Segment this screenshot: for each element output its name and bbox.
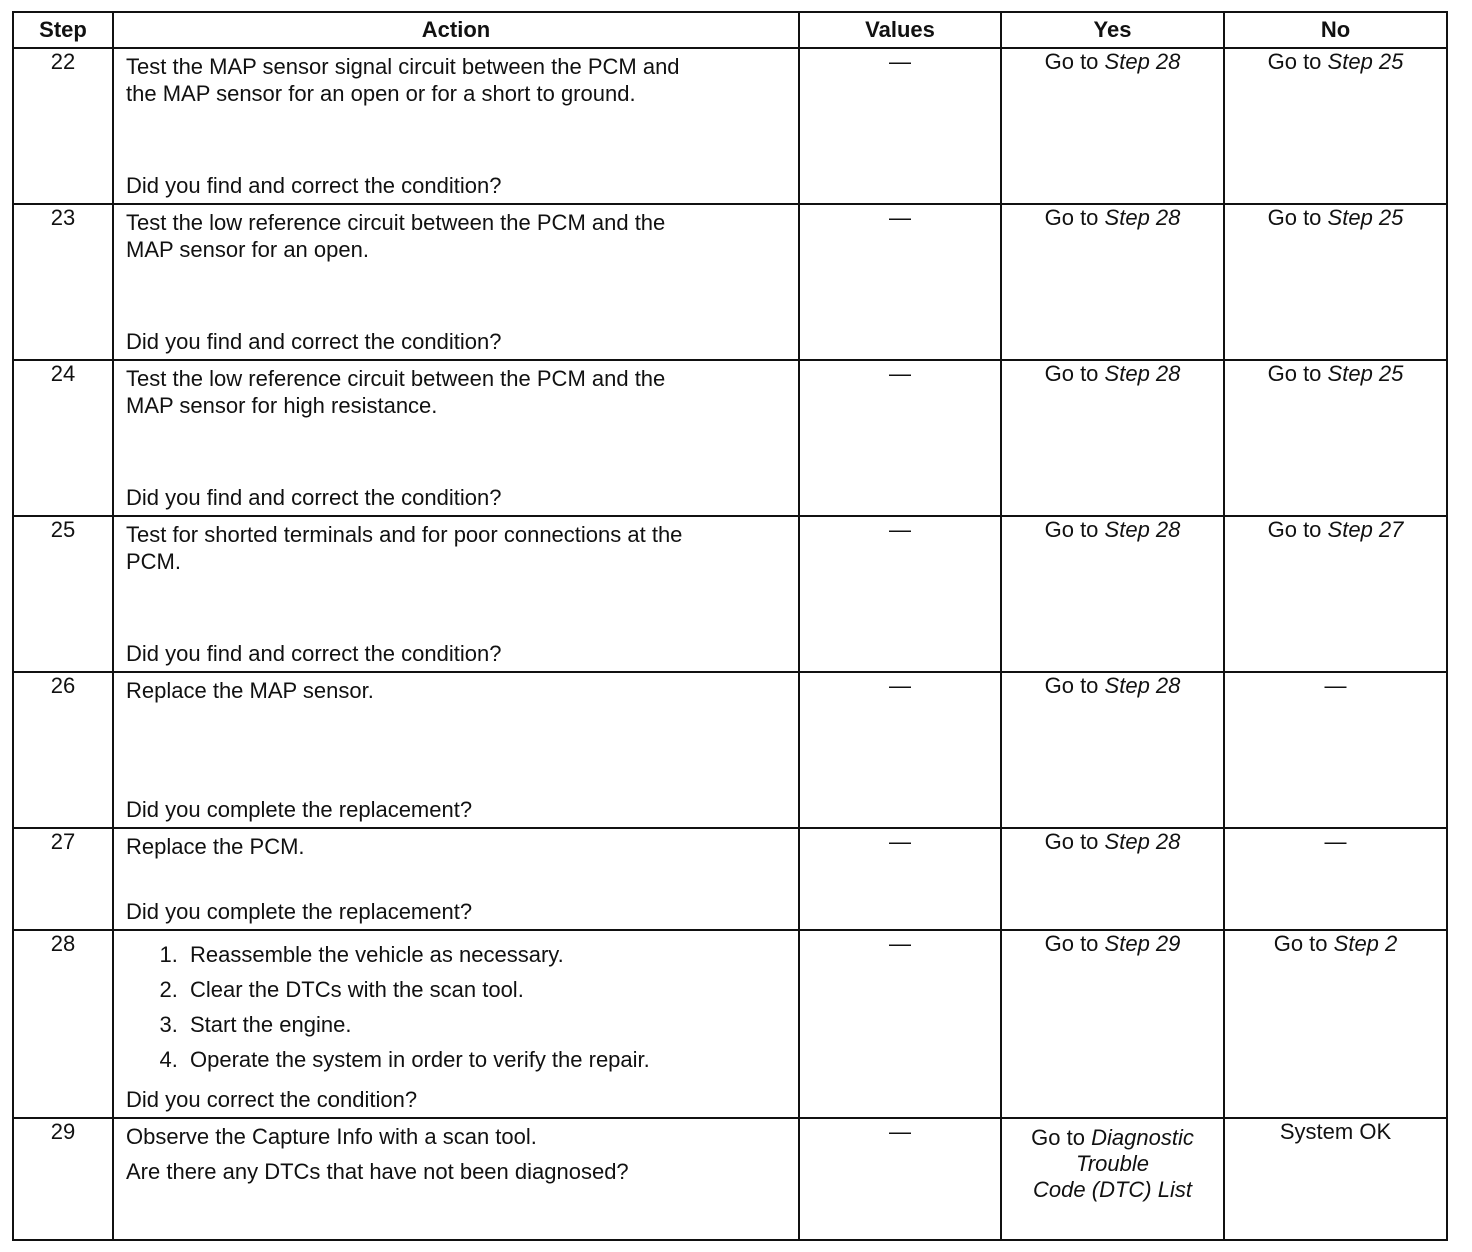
header-yes: Yes xyxy=(1001,12,1224,48)
yes-goto-link[interactable]: Go to Step 28 xyxy=(1044,673,1181,698)
header-row xyxy=(13,12,1447,48)
action-text: Test the MAP sensor signal circuit between the PCM and xyxy=(126,54,680,79)
action-cell xyxy=(113,1118,799,1240)
table-row xyxy=(13,360,1447,516)
no-dash: — xyxy=(1324,829,1347,854)
table-row xyxy=(13,204,1447,360)
header-step: Step xyxy=(13,12,113,48)
action-text: the MAP sensor for an open or for a short to ground. xyxy=(126,81,636,106)
action-question: Did you find and correct the condition? xyxy=(126,173,502,198)
yes-goto-link[interactable]: Go to Diagnostic Trouble Code (DTC) List xyxy=(1031,1125,1194,1202)
action-text: MAP sensor for high resistance. xyxy=(126,393,438,418)
yes-cell xyxy=(1001,930,1224,1118)
action-question: Are there any DTCs that have not been diagnosed? xyxy=(126,1159,629,1184)
yes-goto-link[interactable]: Go to Step 28 xyxy=(1044,361,1181,386)
list-item: 3. Start the engine. xyxy=(184,1011,788,1038)
values-dash: — xyxy=(889,1119,911,1144)
table-row xyxy=(13,672,1447,828)
step-number: 28 xyxy=(13,930,113,1118)
no-result-text: System OK xyxy=(1279,1119,1392,1144)
action-cell xyxy=(113,516,799,672)
action-text: Test the low reference circuit between the PCM and the xyxy=(126,366,666,391)
yes-cell xyxy=(1001,48,1224,204)
action-cell xyxy=(113,204,799,360)
step-number: 29 xyxy=(13,1118,113,1240)
action-cell xyxy=(113,672,799,828)
no-goto-link[interactable]: Go to Step 25 xyxy=(1267,361,1404,386)
yes-cell xyxy=(1001,828,1224,930)
step-number: 26 xyxy=(13,672,113,828)
no-goto-link[interactable]: Go to Step 25 xyxy=(1267,205,1404,230)
action-cell xyxy=(113,48,799,204)
table-row xyxy=(13,1118,1447,1240)
values-dash: — xyxy=(889,517,911,542)
list-item: 1. Reassemble the vehicle as necessary. xyxy=(184,941,788,968)
values-dash: — xyxy=(889,673,911,698)
values-cell xyxy=(799,1118,1001,1240)
values-dash: — xyxy=(889,361,911,386)
values-cell xyxy=(799,516,1001,672)
action-text: Replace the MAP sensor. xyxy=(126,678,374,703)
action-question: Did you correct the condition? xyxy=(126,1087,418,1112)
action-cell xyxy=(113,360,799,516)
yes-goto-link[interactable]: Go to Step 28 xyxy=(1044,517,1181,542)
no-cell xyxy=(1224,1118,1447,1240)
values-dash: — xyxy=(889,829,911,854)
list-item: 2. Clear the DTCs with the scan tool. xyxy=(184,976,788,1003)
no-goto-link[interactable]: Go to Step 27 xyxy=(1267,517,1404,542)
yes-cell xyxy=(1001,672,1224,828)
values-dash: — xyxy=(889,931,911,956)
list-item: 4. Operate the system in order to verify the repair. xyxy=(184,1046,788,1073)
no-goto-link[interactable]: Go to Step 2 xyxy=(1273,931,1398,956)
values-dash: — xyxy=(889,205,911,230)
values-dash: — xyxy=(889,49,911,74)
yes-goto-link[interactable]: Go to Step 29 xyxy=(1044,931,1181,956)
numbered-list xyxy=(126,941,788,1081)
step-number: 27 xyxy=(13,828,113,930)
action-text: Observe the Capture Info with a scan tool. xyxy=(126,1124,537,1149)
no-cell xyxy=(1224,672,1447,828)
action-question: Did you find and correct the condition? xyxy=(126,329,502,354)
values-cell xyxy=(799,672,1001,828)
action-question: Did you complete the replacement? xyxy=(126,797,473,822)
values-cell xyxy=(799,360,1001,516)
yes-goto-link[interactable]: Go to Step 28 xyxy=(1044,49,1181,74)
table-row xyxy=(13,48,1447,204)
table-row xyxy=(13,930,1447,1118)
yes-cell xyxy=(1001,360,1224,516)
table-row xyxy=(13,516,1447,672)
values-cell xyxy=(799,828,1001,930)
yes-goto-link[interactable]: Go to Step 28 xyxy=(1044,829,1181,854)
action-text: Test for shorted terminals and for poor connections at the xyxy=(126,522,683,547)
diagnostic-table xyxy=(12,11,1448,1241)
action-question: Did you find and correct the condition? xyxy=(126,641,502,666)
action-text: PCM. xyxy=(126,549,181,574)
no-goto-link[interactable]: Go to Step 25 xyxy=(1267,49,1404,74)
no-cell xyxy=(1224,930,1447,1118)
yes-goto-link[interactable]: Go to Step 28 xyxy=(1044,205,1181,230)
action-question: Did you complete the replacement? xyxy=(126,899,473,924)
header-no: No xyxy=(1224,12,1447,48)
values-cell xyxy=(799,204,1001,360)
no-cell xyxy=(1224,828,1447,930)
no-cell xyxy=(1224,516,1447,672)
action-text: Test the low reference circuit between the PCM and the xyxy=(126,210,666,235)
yes-cell xyxy=(1001,1118,1224,1240)
no-dash: — xyxy=(1324,673,1347,698)
header-action: Action xyxy=(113,12,799,48)
action-text: Replace the PCM. xyxy=(126,834,305,859)
action-text: MAP sensor for an open. xyxy=(126,237,369,262)
values-cell xyxy=(799,930,1001,1118)
no-cell xyxy=(1224,204,1447,360)
yes-cell xyxy=(1001,516,1224,672)
values-cell xyxy=(799,48,1001,204)
no-cell xyxy=(1224,360,1447,516)
action-question: Did you find and correct the condition? xyxy=(126,485,502,510)
table-row xyxy=(13,828,1447,930)
header-values: Values xyxy=(799,12,1001,48)
step-number: 24 xyxy=(13,360,113,516)
action-cell xyxy=(113,828,799,930)
action-cell xyxy=(113,930,799,1118)
no-cell xyxy=(1224,48,1447,204)
step-number: 25 xyxy=(13,516,113,672)
step-number: 23 xyxy=(13,204,113,360)
yes-cell xyxy=(1001,204,1224,360)
step-number: 22 xyxy=(13,48,113,204)
